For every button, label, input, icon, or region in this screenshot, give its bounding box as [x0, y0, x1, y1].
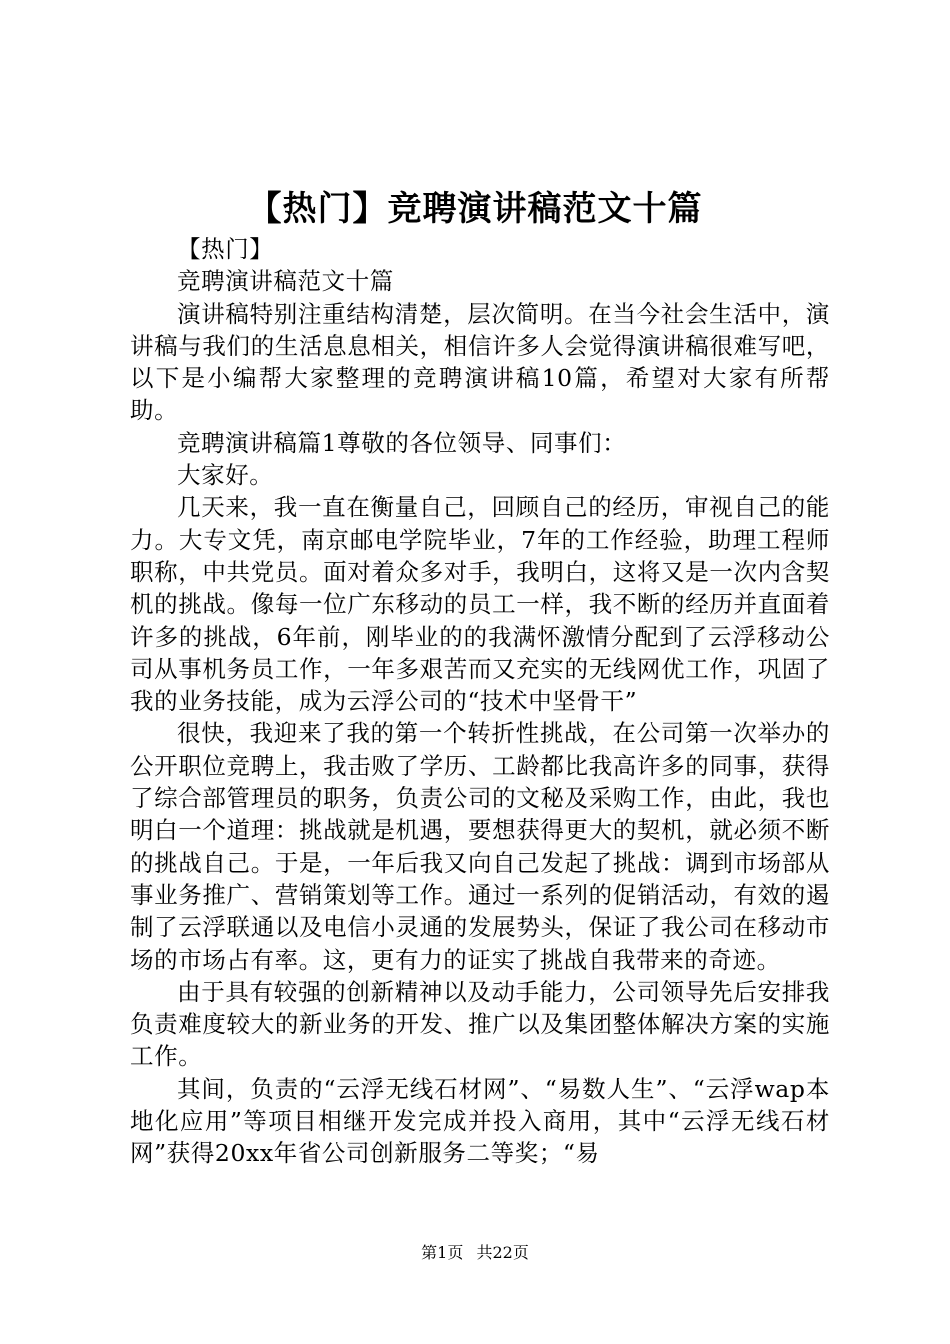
- paragraph-subtitle: 竞聘演讲稿范文十篇: [177, 267, 394, 296]
- paragraph-innovation: 由于具有较强的创新精神以及动手能力，公司领导先后安排我负责难度较大的新业务的开发、推广以及集团整体解决方案的实施工作。: [130, 977, 830, 1071]
- paragraph-tag: 【热门】: [177, 235, 274, 263]
- page-footer: [0, 1242, 950, 1264]
- paragraph-projects: 其间，负责的“云浮无线石材网”、“易数人生”、“云浮wap本地化应用”等项目相继开发完成并投入商用，其中“云浮无线石材网”获得20xx年省公司创新服务二等奖；“易: [130, 1074, 830, 1168]
- paragraph-intro: 演讲稿特别注重结构清楚，层次简明。在当今社会生活中，演讲稿与我们的生活息息相关，相信许多人会觉得演讲稿很难写吧，以下是小编帮大家整理的竞聘演讲稿10篇，希望对大家有所帮助。: [130, 299, 830, 425]
- paragraph-salutation: 竞聘演讲稿篇1尊敬的各位领导、同事们：: [177, 428, 627, 457]
- paragraph-experience: 几天来，我一直在衡量自己，回顾自己的经历，审视自己的能力。大专文凭，南京邮电学院毕业，7年的工作经验，助理工程师职称，中共党员。面对着众多对手，我明白，这将又是一次内含契机的挑战。像每一位广东移动的员工一样，我不断的经历并直面着许多的挑战，6年前，刚毕业的的我满怀激情分配到了云浮移动公司从事机务员工作，一年多艰苦而又充实的无线网优工作，巩固了我的业务技能，成为云浮公司的“技术中坚骨干”: [130, 493, 830, 716]
- page-number: 第1页: [421, 1243, 464, 1262]
- page-total: 共22页: [476, 1243, 529, 1262]
- paragraph-greeting: 大家好。: [177, 461, 274, 490]
- document-body: [130, 233, 830, 1170]
- document-title: 【热门】竞聘演讲稿范文十篇: [247, 189, 703, 229]
- paragraph-challenge: 很快，我迎来了我的第一个转折性挑战，在公司第一次举办的公开职位竞聘上，我击败了学历、工龄都比我高许多的同事，获得了综合部管理员的职务，负责公司的文秘及采购工作，由此，我也明白一个道理：挑战就是机遇，要想获得更大的契机，就必须不断的挑战自己。于是，一年后我又向自己发起了挑战：调到市场部从事业务推广、营销策划等工作。通过一系列的促销活动，有效的遏制了云浮联通以及电信小灵通的发展势头，保证了我公司在移动市场的市场占有率。这，更有力的证实了挑战自我带来的奇迹。: [130, 719, 830, 974]
